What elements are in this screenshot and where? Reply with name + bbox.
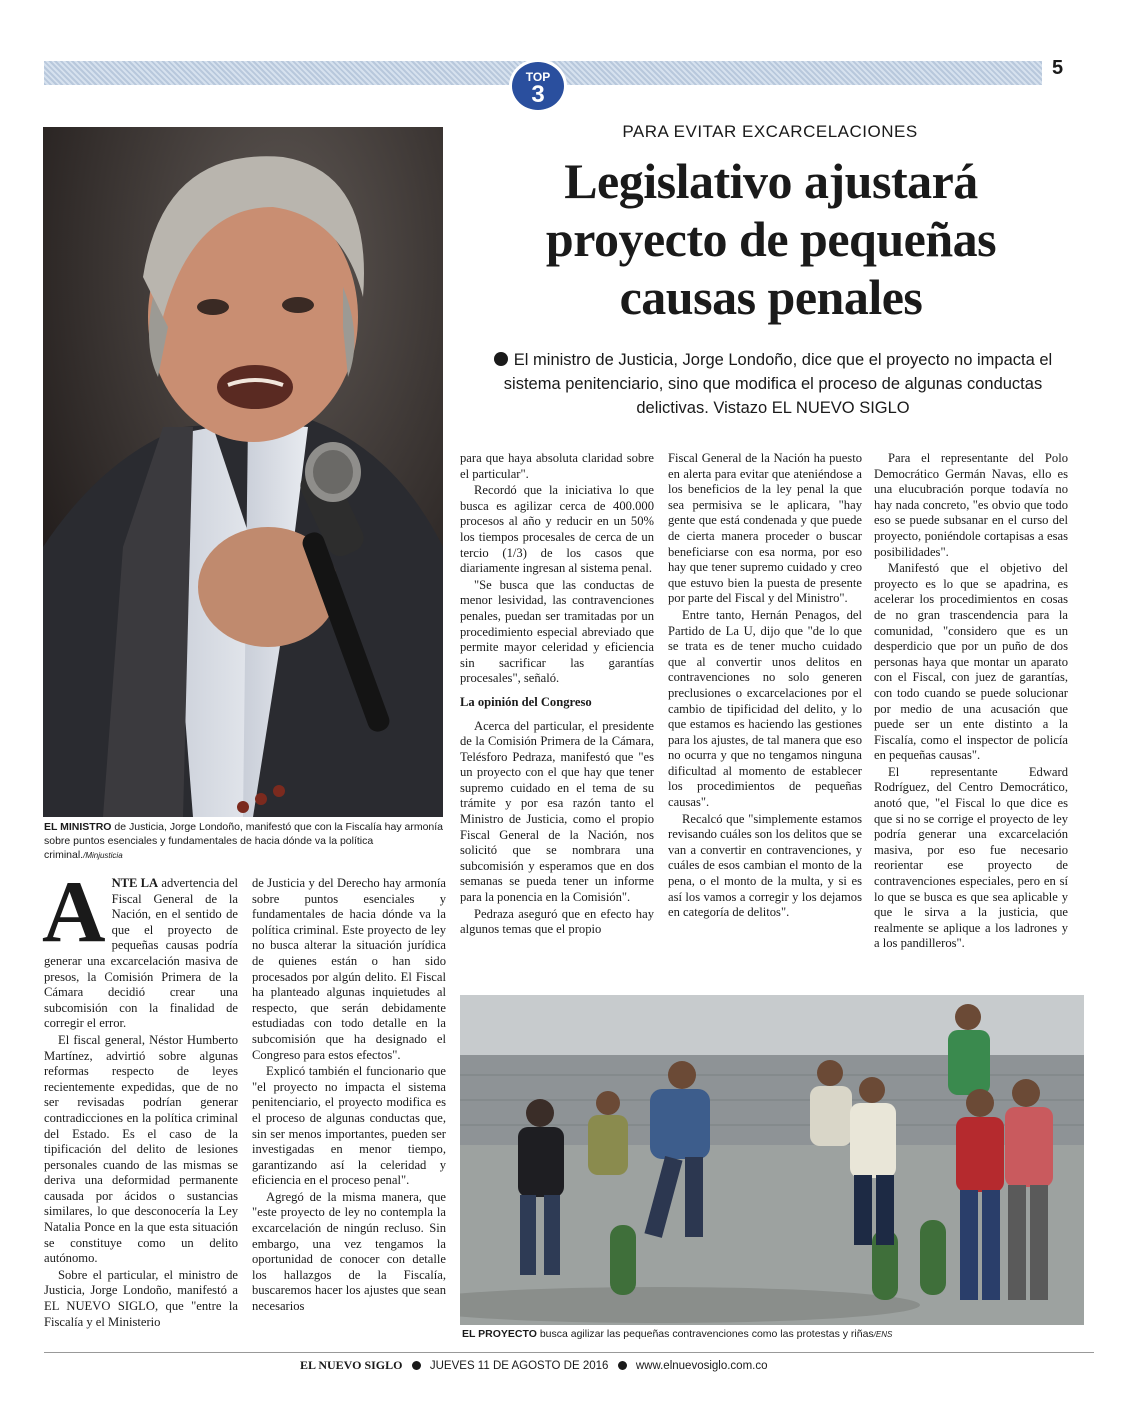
article-deck: El ministro de Justicia, Jorge Londoño, dice que el proyecto no impacta el sistema penitenciario, sino que modifica el proceso de algunas conductas delictivas. Vistazo EL NUEVO SIGLO — [478, 348, 1068, 420]
paragraph: Acerca del particular, el presidente de la Comisión Primera de la Cámara, Telésforo Pedraza, manifestó que "es un proyecto con el que hay que tener supremo cuidado en el tema de su trámite y por esa razón tanto el Ministro de Justicia, como el propio Fiscal General de la Nación, nos solicitó que se nombrara una subcomisión y esperamos que en dos semanas se pueda tener un informe para la ponencia en la Comisión". — [460, 718, 654, 905]
article-headline: Legislativo ajustará proyecto de pequeñas causas penales — [545, 153, 997, 325]
drop-cap: A — [42, 864, 106, 961]
footer-brand: EL NUEVO SIGLO — [300, 1358, 403, 1372]
paragraph: Manifestó que el objetivo del proyecto es lo que se apadrina, es acelerar los procedimientos en cosas de no gran trascendencia para la comunidad, "considero que es un desperdicio que por un puño de dos personas haya que montar un aparato con el Fiscal, con juez de garantías, con todo cuando se puede solucionar por medio de una acusación que puede ser un ente distinto a la Fiscalía, como el inspector de policía en pequeñas causas". — [874, 561, 1068, 763]
paragraph: Fiscal General de la Nación ha puesto en alerta para evitar que ateniéndose a los beneficios de la ley penal la que sea permisiva se le aplicara, "hay gente que está condenada y que puede de cierta manera proceder o buscar beneficiarse con esa norma, por eso hay que tener supremo cuidado y creo que estuvo bien la puesta de presente por parte del Fiscal y del Ministro". — [668, 451, 862, 606]
paragraph: Pedraza aseguró que en efecto hay algunos temas que el propio — [460, 906, 654, 937]
bottom-photo-caption: EL PROYECTO busca agilizar las pequeñas contravenciones como las protestas y riñas/ENS — [462, 1328, 893, 1340]
paragraph: Agregó de la misma manera, que "este proyecto de ley no contempla la excarcelación de ningún recluso. Sin embargo, una vez tengamos la oportunidad de conocer con detalle los hallazgos de la Fiscalía, buscaremos hacer los ajustes que sean necesarios — [252, 1189, 446, 1314]
paragraph: Explicó también el funcionario que "el proyecto no impacta el sistema penitenciario, el proyecto modifica es el proceso de algunas conductas que, sin ser menos importantes, pueden ser investigadas en menor tiempo, garantizando así la celeridad y eficiencia en el proceso penal". — [252, 1064, 446, 1188]
article-column-4 — [668, 451, 862, 922]
footer-divider — [44, 1352, 1094, 1353]
paragraph: de Justicia y del Derecho hay armonía sobre puntos esenciales y fundamentales de hacia dónde va la política criminal. Este proyecto de ley no busca alterar la situación jurídica de quienes están o han sido procesados por algún delito. El Fiscal ha planteado algunas inquietudes al respecto, que serán debidamente estudiadas con todo detalle en la subcomisión que ha designado el Congreso para estos efectos". — [252, 876, 446, 1062]
article-column-5 — [874, 451, 1068, 953]
article-column-2 — [252, 876, 446, 1316]
paragraph: Recordó que la iniciativa lo que busca es agilizar cerca de 400.000 procesos al año y reducir en un 50% los tiempos procesales de cerca de un tercio (1/3) de los casos que diariamente ingresan al sistema penal. — [460, 483, 654, 576]
protest-illustration — [460, 995, 1084, 1325]
paragraph: "Se busca que las conductas de menor lesividad, las contravenciones penales, puedan ser tramitadas por un procedimiento especial abreviado que permite mayor celeridad y eficiencia sin sacrificar las garantías procesales", señaló. — [460, 577, 654, 686]
paragraph: El representante Edward Rodríguez, del Centro Democrático, anotó que, "el Fiscal lo que dice es que si no se corrige el proyecto de ley podría generar una excarcelación masiva, por eso fue necesario reorientar ese proyecto de contravenciones especiales, pero en sí lo que se busca es que sea aplicable y que le sirva a la justicia, que realmente se aplique a los ladrones y a los pandilleros". — [874, 764, 1068, 951]
protest-photo — [460, 995, 1084, 1325]
footer-date: JUEVES 11 DE AGOSTO DE 2016 — [429, 1360, 609, 1372]
paragraph: Para el representante del Polo Democrático Germán Navas, ello es una elucubración porque todavía no hay nada concreto, "es obvio que todo eso se puede subsanar en el curso del proyecto, poniéndole cortapisas a esas posibilidades". — [874, 451, 1068, 559]
minister-illustration — [43, 127, 443, 817]
minister-photo — [43, 127, 443, 817]
article-kicker: PARA EVITAR EXCARCELACIONES — [622, 122, 918, 141]
paragraph: para que haya absoluta claridad sobre el particular". — [460, 451, 654, 481]
paragraph: El fiscal general, Néstor Humberto Martínez, advirtió sobre algunas reformas respecto de leyes recientemente expedidas, que de no ser revisadas podrían generar contradicciones en la política criminal del Estado. Es el caso de la tipificación del delito de lesiones personales cuando de las mismas se deriva una deformidad permanente causada por ácidos o sustancias similares, lo que desconocería la Ley Natalia Ponce en la que esta situación se constituye como un delito autónomo. — [44, 1032, 238, 1266]
bullet-icon — [618, 1361, 627, 1370]
paragraph: Entre tanto, Hernán Penagos, del Partido de La U, dijo que "de lo que se trata es de tener mucho cuidado que al convertir unos delitos en contravenciones no solo generen preclusiones o excarcelaciones por el cambio de tipificidad del delito, y lo que estamos es haciendo las gestiones para los ajustes, de tal manera que eso no ocurra y que no tengamos ninguna dificultad al momento de establecer los procedimientos de pequeñas causas". — [668, 607, 862, 810]
page-number: 5 — [1052, 57, 1064, 79]
bullet-icon — [494, 352, 508, 366]
subheading: La opinión del Congreso — [460, 694, 592, 709]
bullet-icon — [412, 1361, 421, 1370]
main-photo-caption: EL MINISTRO de Justicia, Jorge Londoño, manifestó que con la Fiscalía hay armonía sobre puntos esenciales y fundamentales de hacia dónde va la política criminal./Minjusticia — [44, 821, 444, 861]
footer-url: www.elnuevosiglo.com.co — [635, 1360, 768, 1372]
article-column-1: A NTE LA advertencia del Fiscal General de la Nación, en el sentido de que el proyecto de pequeñas causas podría generar una excarcelación masiva de presos, la Comisión Primera de la Cámara decidió crear una subcomisión con la finalidad de corregir el error. El fiscal general, Néstor Humberto Martínez, advirtió sobre algunas reformas respecto de leyes recientemente expedidas, que de no ser revisadas podrían generar contradicciones en la política criminal del Estado. Es el caso de la tipificación del delito de lesiones personales cuando de las mismas se deriva una deformidad permanente causada por ácidos o sustancias similares, lo que desconocería la Ley Natalia Ponce en la que esta situación se constituye como un delito autónomo. Sobre el particular, el ministro de Justicia, Jorge Londoño, manifestó a EL NUEVO SIGLO, que "entre la Fiscalía y el Ministerio — [42, 864, 238, 1329]
page-footer — [300, 1358, 1100, 1373]
paragraph: Sobre el particular, el ministro de Justicia, Jorge Londoño, manifestó a EL NUEVO SIGLO, que "entre la Fiscalía y el Ministerio — [44, 1267, 238, 1329]
article-column-3 — [460, 451, 654, 939]
paragraph: Recalcó que "simplemente estamos revisando cuáles son los delitos que se van a convertir en contravenciones, y cuáles de esos cambian el monto de la pena, o el monto de la multa, y si es así los vamos a corregir y los dejamos en categoría de delitos". — [668, 811, 862, 920]
top-3-badge: TOP 3 — [509, 59, 567, 113]
